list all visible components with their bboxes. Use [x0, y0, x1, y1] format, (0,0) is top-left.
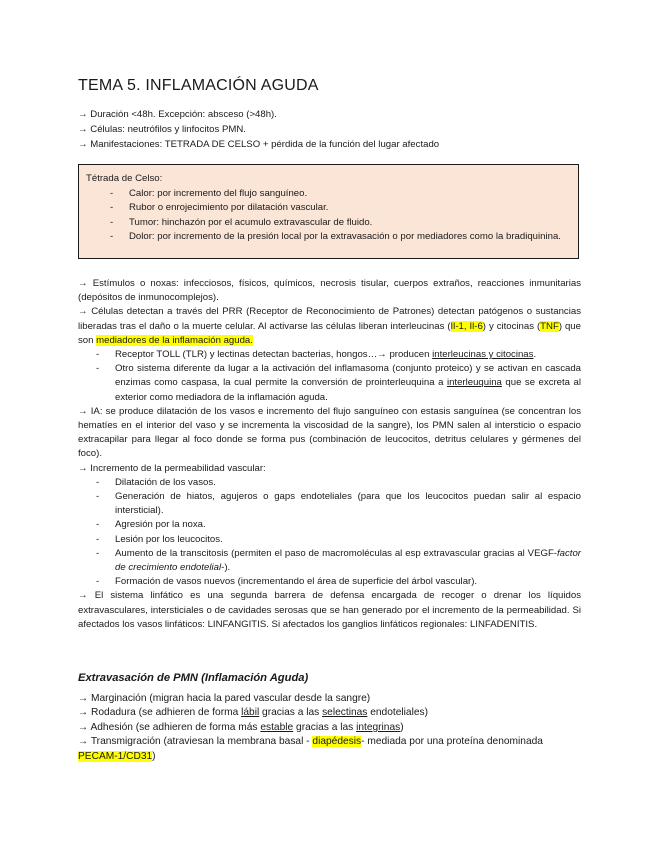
highlight-mediadores: mediadores de la inflamación aguda. — [96, 334, 253, 346]
underline-interleucinas-citocinas: interleucinas y citocinas — [432, 349, 534, 361]
celso-item-rubor: - Rubor o enrojecimiento por dilatación vascular. — [86, 201, 569, 216]
extravasacion-steps — [78, 692, 581, 764]
paragraph-ia: → IA: se produce dilatación de los vasos e incremento del flujo sanguíneo con estasis sanguínea (se concentran los hematíes en el interior del vaso y se incrementa la viscosidad de la sangre), los PMN salen al intersticio o espacio extracapilar para llegar al foco donde se forma pus (combinación de leucocitos, detritus celulares y gérmenes del foco). — [78, 405, 581, 460]
section-title-extravasacion: Extravasación de PMN (Inflamación Aguda) — [78, 672, 309, 684]
perm-item-transcitosis: - Aumento de la transcitosis (permiten el paso de macromoléculas al esp extravascular gracias al VEGF-factor de crecimiento endotelial-). — [96, 547, 581, 574]
list-dash: - — [110, 216, 114, 228]
highlight-tnf: TNF — [540, 320, 559, 332]
list-dash: - — [96, 349, 100, 361]
celso-list — [86, 187, 569, 245]
prr-item-inflamasoma: - Otro sistema diferente da lugar a la activación del inflamasoma (conjunto proteico) y se activan en cascada enzimas como caspasa, la cual permite la conversión de prointerleuquina a interleuquina que se excreta al exterior como mediadora de la inflamación aguda. — [96, 363, 581, 403]
celso-box — [78, 164, 579, 259]
prr-list — [78, 348, 581, 405]
list-dash: - — [96, 476, 100, 488]
underline-integrinas: integrinas — [356, 721, 401, 733]
underline-interleuquina: interleuquina — [446, 377, 502, 389]
body-text — [78, 277, 581, 632]
intro-list — [78, 107, 581, 152]
list-dash: - — [96, 363, 100, 375]
list-dash: - — [110, 202, 114, 214]
highlight-interleucinas: Il-1, Il-6 — [450, 320, 483, 332]
paragraph-permeabilidad-title: → Incremento de la permeabilidad vascular: — [78, 462, 266, 474]
intro-celulas: → Células: neutrófilos y linfocitos PMN. — [78, 124, 246, 135]
perm-item-leucocitos: - Lesión por los leucocitos. — [78, 533, 581, 547]
highlight-pecam: PECAM-1/CD31 — [78, 750, 153, 762]
perm-item-noxa: - Agresión por la noxa. — [78, 518, 581, 532]
list-dash: - — [96, 491, 100, 503]
step-marginacion: → Marginación (migran hacia la pared vascular desde la sangre) — [78, 693, 371, 704]
perm-item-dilatacion: - Dilatación de los vasos. — [78, 476, 581, 490]
page-title: TEMA 5. INFLAMACIÓN AGUDA — [78, 77, 319, 94]
perm-item-vasos-nuevos: - Formación de vasos nuevos (incrementando el área de superficie del árbol vascular). — [78, 575, 581, 589]
permeabilidad-list — [78, 476, 581, 590]
underline-estable: estable — [260, 721, 294, 733]
step-rodadura: → Rodadura (se adhieren de forma lábil gracias a las selectinas endoteliales) — [78, 707, 428, 719]
celso-box-title: Tétrada de Celso: — [86, 173, 163, 184]
celso-item-tumor: - Tumor: hinchazón por el acumulo extravascular de fluido. — [86, 216, 569, 231]
highlight-diapedesis: diapédesis — [312, 736, 362, 748]
list-dash: - — [110, 231, 114, 243]
list-dash: - — [96, 519, 100, 531]
list-dash: - — [96, 547, 100, 559]
italic-vegf: factor de crecimiento endotelial — [115, 547, 581, 574]
celso-item-dolor: - Dolor: por incremento de la presión local por la extravasación o por mediadores como la bradiquinina. — [86, 230, 569, 245]
paragraph-linfatico: → El sistema linfático es una segunda barrera de defensa encargada de recoger o drenar los líquidos extravasculares, intersticiales o de cavidades serosas que se han generado por el incremento de la permeabilidad. Si afectados los vasos linfáticos: LINFANGITIS. Si afectados los ganglios linfáticos regionales: LINFADENITIS. — [78, 590, 581, 630]
perm-item-gaps: - Generación de hiatos, agujeros o gaps endoteliales (para que los leucocitos puedan salir al espacio intersticial). — [96, 491, 581, 517]
intro-duracion: → Duración <48h. Excepción: absceso (>48h). — [78, 109, 277, 120]
list-dash: - — [96, 576, 100, 588]
step-transmigracion: → Transmigración (atraviesan la membrana basal - diapédesis- mediada por una proteína denominada PECAM-1/CD31) — [78, 736, 543, 762]
list-dash: - — [96, 533, 100, 545]
step-adhesion: → Adhesión (se adhieren de forma más estable gracias a las integrinas) — [78, 721, 404, 733]
underline-labil: lábil — [241, 707, 260, 719]
paragraph-estimulos: → Estímulos o noxas: infecciosos, físicos, químicos, necrosis tisular, cuerpos extraños, reacciones inmunitarias (depósitos de inmunocomplejos). — [78, 278, 581, 304]
celso-item-calor: - Calor: por incremento del flujo sanguíneo. — [86, 187, 569, 202]
list-dash: - — [110, 187, 114, 199]
prr-item-toll: - Receptor TOLL (TLR) y lectinas detectan bacterias, hongos…→ producen interleucinas y citocinas. — [78, 348, 581, 362]
intro-manifestaciones: → Manifestaciones: TETRADA DE CELSO + pérdida de la función del lugar afectado — [78, 139, 440, 150]
underline-selectinas: selectinas — [322, 707, 368, 719]
paragraph-celulas: → Células detectan a través del PRR (Receptor de Reconocimiento de Patrones) detectan patógenos o sustancias liberadas tras el daño o la muerte celular. Al activarse las células liberan interleucinas (Il-1, Il-6) y citocinas (TNF) que son mediadores de la inflamación aguda. — [78, 306, 581, 346]
